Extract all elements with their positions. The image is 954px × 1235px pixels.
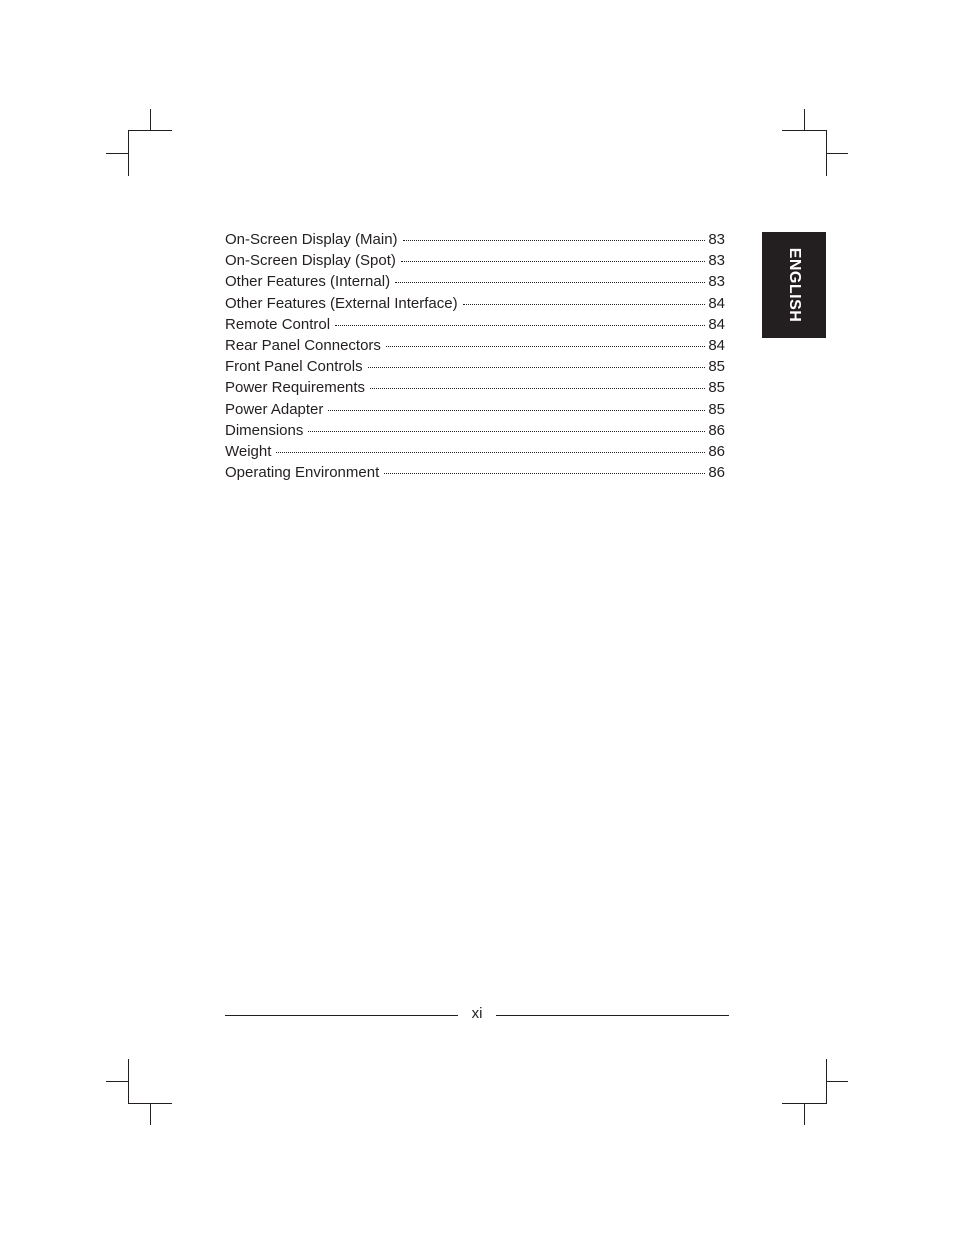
toc-entry-page: 85 (708, 379, 725, 397)
toc-entry-title: On-Screen Display (Spot) (225, 252, 396, 270)
table-of-contents (225, 229, 725, 483)
toc-dot-leader (308, 427, 705, 432)
toc-entry-page: 86 (708, 464, 725, 482)
toc-entry-page: 83 (708, 273, 725, 291)
toc-dot-leader (395, 278, 705, 283)
footer-rule-left (225, 1015, 458, 1016)
page-number: xi (471, 1005, 483, 1022)
toc-entry-title: Remote Control (225, 315, 331, 333)
toc-dot-leader (328, 406, 705, 411)
toc-entry-title: Operating Environment (225, 464, 380, 482)
toc-dot-leader (403, 236, 706, 241)
toc-entry (225, 293, 725, 314)
toc-entry (225, 377, 725, 398)
toc-entry-title: Dimensions (225, 421, 304, 439)
toc-entry (225, 271, 725, 292)
toc-entry-page: 86 (708, 442, 725, 460)
toc-dot-leader (386, 342, 705, 347)
toc-dot-leader (335, 321, 705, 326)
toc-dot-leader (384, 469, 705, 474)
language-tab (762, 232, 826, 338)
toc-entry-title: Power Requirements (225, 379, 366, 397)
toc-entry-page: 84 (708, 315, 725, 333)
toc-dot-leader (463, 300, 706, 305)
toc-entry-title: On-Screen Display (Main) (225, 231, 398, 248)
toc-entry-page: 83 (708, 231, 725, 248)
toc-entry-page: 84 (708, 336, 725, 354)
language-tab-label: ENGLISH (786, 247, 803, 323)
toc-dot-leader (368, 363, 706, 368)
toc-entry (225, 399, 725, 420)
toc-entry-page: 86 (708, 421, 725, 439)
toc-dot-leader (401, 257, 705, 262)
toc-entry-title: Front Panel Controls (225, 358, 363, 376)
toc-entry (225, 441, 725, 462)
toc-dot-leader (370, 384, 705, 389)
toc-entry (225, 335, 725, 356)
toc-entry (225, 356, 725, 377)
toc-entry (225, 314, 725, 335)
footer-rule-right (496, 1015, 729, 1016)
toc-entry-page: 85 (708, 358, 725, 376)
toc-entry-title: Other Features (Internal) (225, 273, 391, 291)
toc-entry (225, 229, 725, 250)
toc-entry-page: 85 (708, 400, 725, 418)
toc-entry-page: 83 (708, 252, 725, 270)
toc-entry-page: 84 (708, 294, 725, 312)
toc-entry (225, 420, 725, 441)
toc-entry (225, 462, 725, 483)
toc-entry-title: Weight (225, 442, 272, 460)
toc-entry (225, 250, 725, 271)
toc-entry-title: Other Features (External Interface) (225, 294, 458, 312)
toc-entry-title: Power Adapter (225, 400, 324, 418)
toc-entry-title: Rear Panel Connectors (225, 336, 381, 354)
toc-dot-leader (276, 448, 705, 453)
